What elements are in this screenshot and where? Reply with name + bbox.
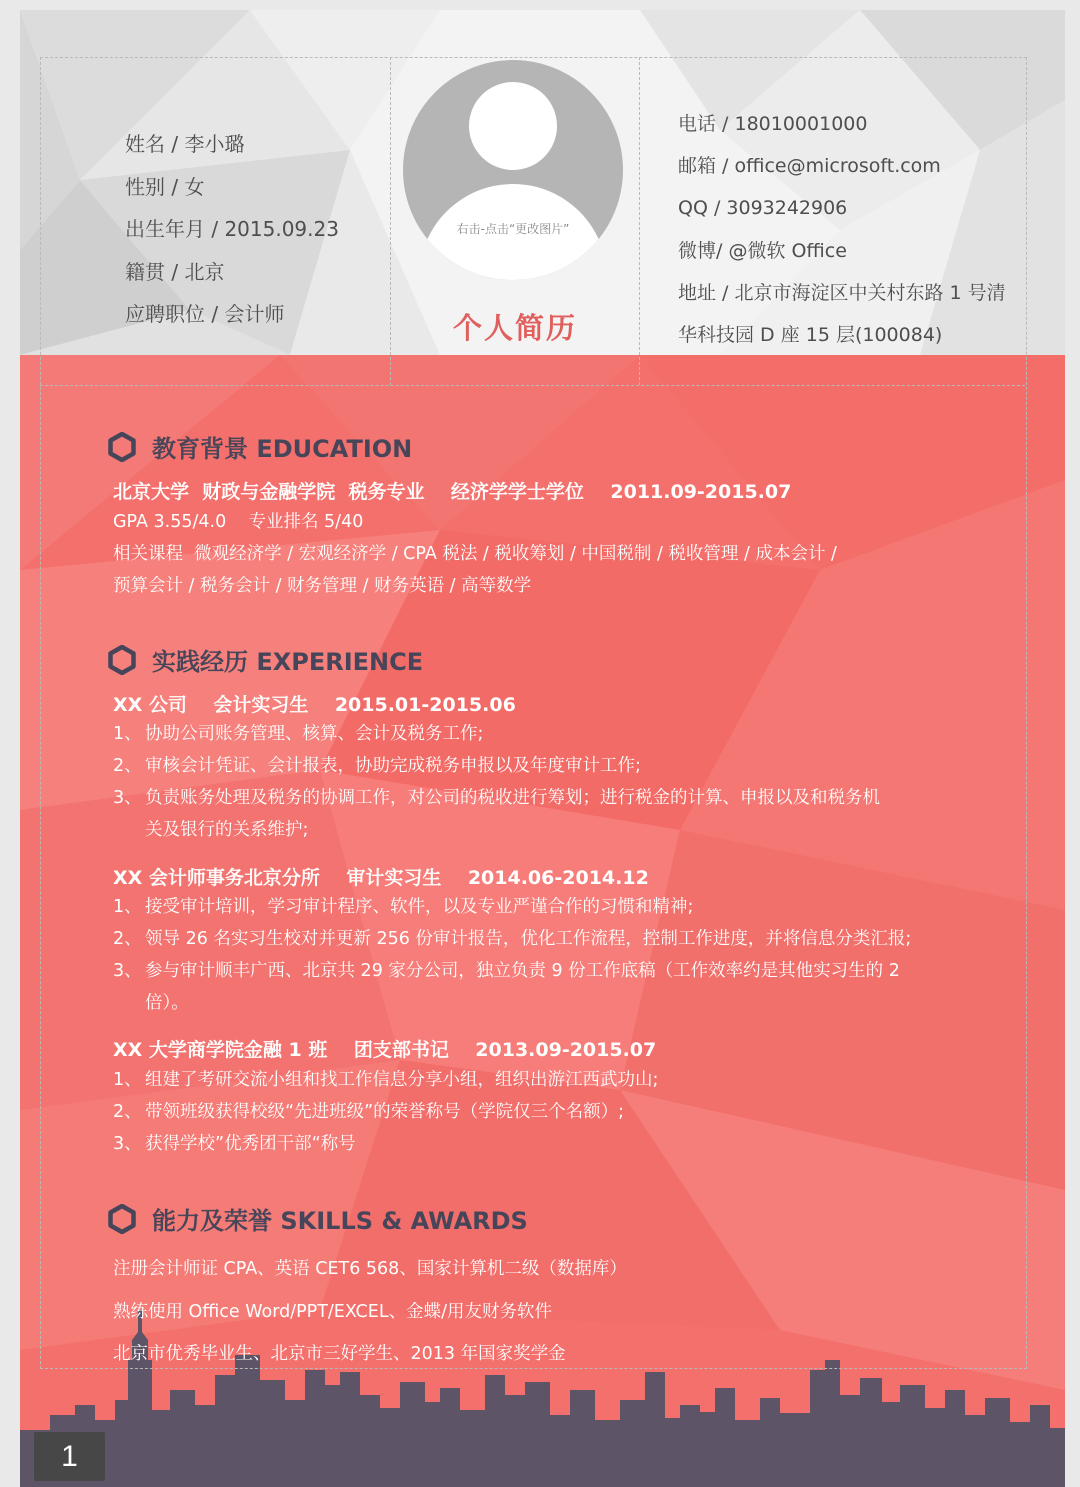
weibo-field: 微博/ @微软 Office — [678, 239, 847, 262]
job-item: 3、 负责账务处理及税务的协调工作，对公司的税收进行筹划；进行税金的计算、申报以及和税务机 关及银行的关系维护; — [113, 788, 880, 840]
education-courses: 相关课程 微观经济学 / 宏观经济学 / CPA 税法 / 税收筹划 / 中国税制 / 税收管理 / 成本会计 / — [113, 544, 837, 564]
gender-field: 性别 / 女 — [125, 174, 205, 199]
resume-title: 个人简历 — [452, 311, 577, 345]
job-item: 1、 协助公司账务管理、核算、会计及税务工作; — [113, 724, 484, 744]
hometown-field: 籍贯 / 北京 — [125, 259, 225, 284]
hexagon-icon — [108, 432, 136, 462]
job-item: 1、 接受审计培训，学习审计程序、软件，以及专业严谨合作的习惯和精神; — [113, 897, 694, 917]
avatar-head-icon — [469, 82, 557, 170]
position-field: 应聘职位 / 会计师 — [125, 302, 285, 326]
job-item: 2、 领导 26 名实习生校对并更新 256 份审计报告，优化工作流程，控制工作进度，并将信息分类汇报; — [113, 929, 912, 949]
job-item: 3、 参与审计顺丰广西、北京共 29 家分公司，独立负责 9 份工作底稿（工作效率约是其他实习生的 2 倍）。 — [113, 961, 900, 1013]
email-field: 邮箱 / office@microsoft.com — [678, 155, 941, 178]
header-divider-bottom — [40, 385, 1025, 386]
job-title: XX 公司 会计实习生 2015.01-2015.06 — [113, 694, 516, 716]
skills-line: 北京市优秀毕业生、北京市三好学生、2013 年国家奖学金 — [113, 1344, 566, 1364]
personal-info — [125, 123, 339, 336]
job-item: 1、 组建了考研交流小组和找工作信息分享小组，组织出游江西武功山; — [113, 1070, 659, 1090]
job-title: XX 大学商学院金融 1 班 团支部书记 2013.09-2015.07 — [113, 1039, 657, 1061]
experience-title: 实践经历 EXPERIENCE — [152, 648, 424, 676]
address-field-cont: 华科技园 D 座 15 层(100084) — [678, 323, 943, 346]
page-number-badge: 1 — [34, 1432, 105, 1481]
address-field: 地址 / 北京市海淀区中关村东路 1 号清 — [678, 281, 1006, 304]
education-courses-cont: 预算会计 / 税务会计 / 财务管理 / 财务英语 / 高等数学 — [113, 576, 532, 596]
birth-field: 出生年月 / 2015.09.23 — [125, 217, 339, 241]
contact-info — [678, 103, 1048, 356]
skills-line: 熟练使用 Office Word/PPT/EXCEL、金蝶/用友财务软件 — [113, 1302, 552, 1322]
education-heading — [108, 429, 412, 464]
skills-line: 注册会计师证 CPA、英语 CET6 568、国家计算机二级（数据库） — [113, 1259, 627, 1279]
education-title: 教育背景 EDUCATION — [152, 435, 413, 463]
avatar-placeholder[interactable] — [403, 60, 623, 280]
resume-page — [20, 10, 1065, 1487]
job-item: 2、 带领班级获得校级“先进班级”的荣誉称号（学院仅三个名额）; — [113, 1102, 625, 1122]
hexagon-icon — [108, 1204, 136, 1234]
job-item: 3、 获得学校”优秀团干部“称号 — [113, 1134, 356, 1154]
qq-field: QQ / 3093242906 — [678, 197, 848, 220]
header-divider-left — [390, 57, 391, 385]
avatar-hint: 右击-点击“更改图片” — [456, 222, 570, 236]
hexagon-icon — [108, 645, 136, 675]
skills-title: 能力及荣誉 SKILLS & AWARDS — [152, 1207, 528, 1235]
education-school: 北京大学 财政与金融学院 税务专业 经济学学士学位 2011.09-2015.07 — [113, 481, 792, 503]
skills-heading — [108, 1201, 528, 1236]
header-divider-right — [639, 57, 640, 385]
education-gpa: GPA 3.55/4.0 专业排名 5/40 — [113, 512, 364, 532]
job-item: 2、 审核会计凭证、会计报表，协助完成税务申报以及年度审计工作; — [113, 756, 641, 776]
phone-field: 电话 / 18010001000 — [678, 113, 868, 135]
job-title: XX 会计师事务北京分所 审计实习生 2014.06-2014.12 — [113, 867, 649, 889]
name-field: 姓名 / 李小璐 — [125, 132, 245, 156]
experience-heading — [108, 642, 423, 677]
